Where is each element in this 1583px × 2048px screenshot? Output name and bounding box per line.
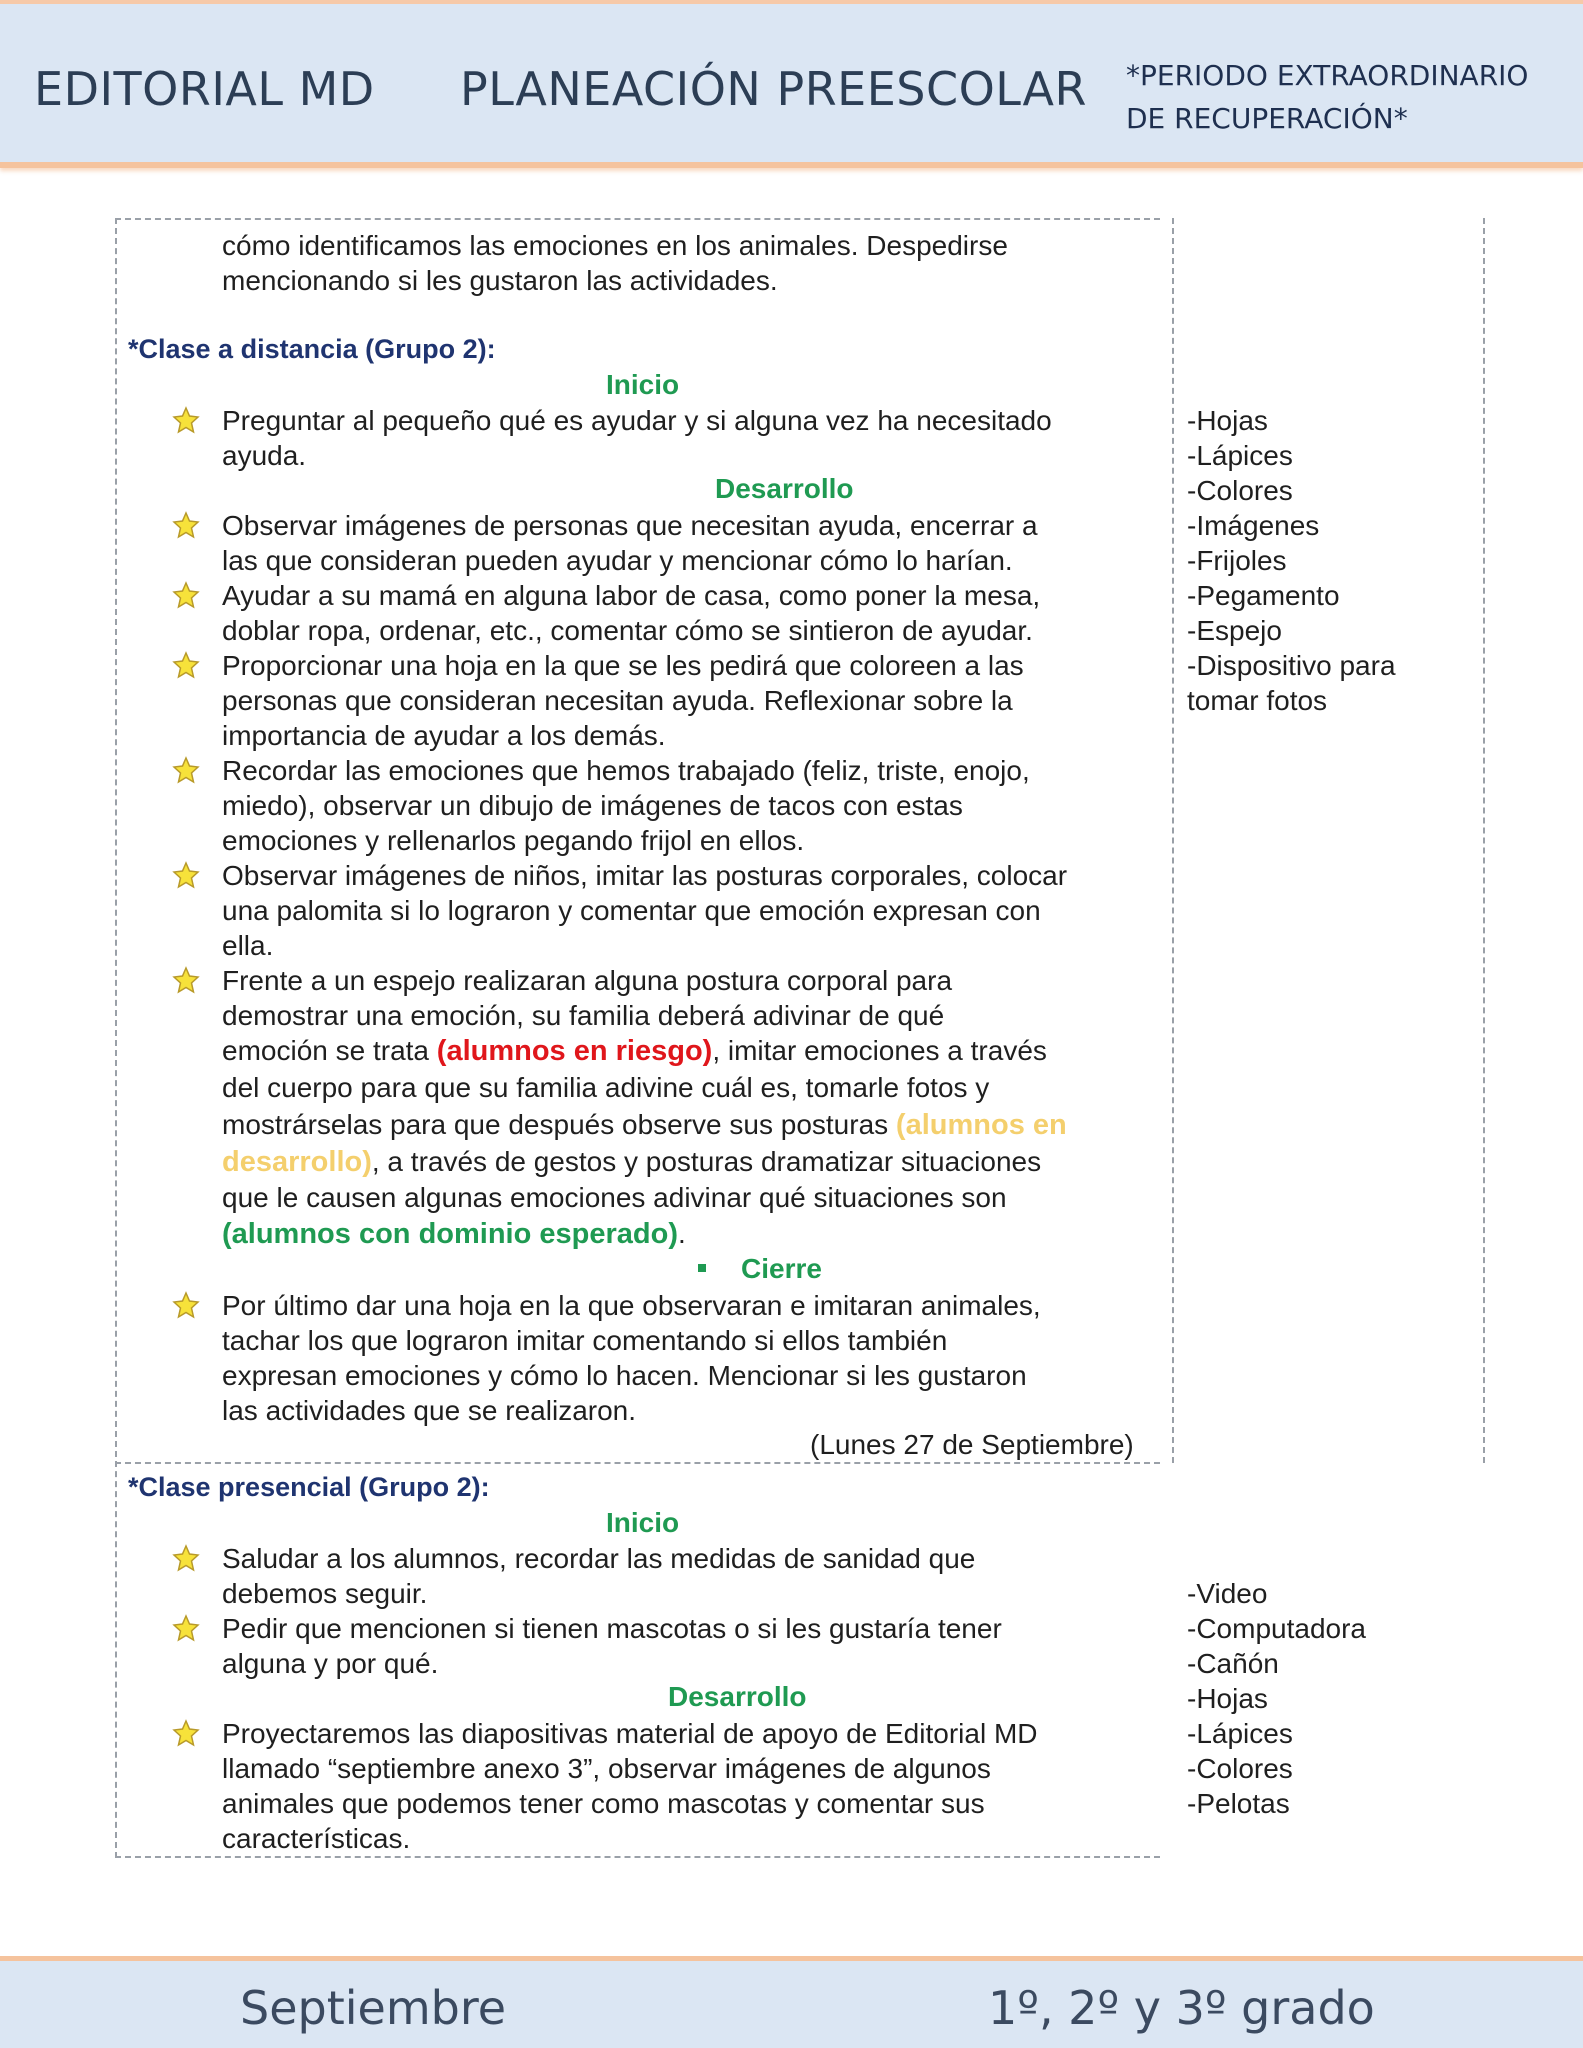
material-item: -Video	[1187, 1578, 1268, 1609]
star-bullet-icon	[172, 1544, 200, 1572]
frame-left-line	[115, 218, 117, 1858]
frame-row-divider	[115, 1462, 1160, 1464]
footer-month: Septiembre	[240, 1981, 507, 2035]
item-text: , a través de gestos y posturas dramatizar situaciones	[371, 1146, 1042, 1177]
star-bullet-icon	[172, 651, 200, 679]
star-bullet-icon	[172, 861, 200, 889]
frame-right-line	[1483, 218, 1485, 1463]
material-item: -Computadora	[1187, 1613, 1366, 1644]
list-item-line: Proporcionar una hoja en la que se les pedirá que coloreen a las	[222, 650, 1024, 681]
frame-middle-line	[1172, 218, 1174, 1463]
list-item-line: que le causen algunas emociones adivinar qué situaciones son	[222, 1182, 1007, 1213]
list-item-line: ayuda.	[222, 440, 307, 471]
list-item-line: las que consideran pueden ayudar y mencionar cómo lo harían.	[222, 545, 1013, 576]
page-header	[0, 0, 1583, 168]
frame-top-line	[115, 218, 1160, 220]
class-date: (Lunes 27 de Septiembre)	[810, 1429, 1134, 1460]
material-item: -Espejo	[1187, 615, 1282, 646]
list-item-line: del cuerpo para que su familia adivine cuál es, tomarle fotos y	[222, 1072, 990, 1103]
material-item: -Dispositivo para	[1187, 650, 1396, 681]
label-alumnos-en-desarrollo: desarrollo)	[222, 1146, 372, 1178]
frame-bottom-line	[115, 1856, 1160, 1858]
list-item-line: animales que podemos tener como mascotas y comentar sus	[222, 1788, 985, 1819]
list-item-line: Por último dar una hoja en la que observaran e imitaran animales,	[222, 1290, 1041, 1321]
material-item: -Pelotas	[1187, 1788, 1290, 1819]
list-item-line: Recordar las emociones que hemos trabajado (feliz, triste, enojo,	[222, 755, 1030, 786]
header-period-line2: DE RECUPERACIÓN*	[1126, 102, 1408, 135]
list-item-line	[222, 1216, 686, 1252]
material-item: -Colores	[1187, 475, 1293, 506]
material-item: -Colores	[1187, 1753, 1293, 1784]
material-item: -Pegamento	[1187, 580, 1340, 611]
list-item-line: Preguntar al pequeño qué es ayudar y si alguna vez ha necesitado	[222, 405, 1052, 436]
label-alumnos-en-desarrollo: (alumnos en	[895, 1109, 1067, 1141]
list-item-line	[222, 1144, 1041, 1180]
list-item-line: demostrar una emoción, su familia deberá adivinar de qué	[222, 1000, 945, 1031]
header-title: PLANEACIÓN PREESCOLAR	[460, 62, 1087, 116]
header-brand: EDITORIAL MD	[34, 62, 375, 116]
list-item-line: una palomita si lo lograron y comentar que emoción expresan con	[222, 895, 1041, 926]
list-item-line: expresan emociones y cómo lo hacen. Mencionar si les gustaron	[222, 1360, 1027, 1391]
list-item-line: llamado “septiembre anexo 3”, observar imágenes de algunos	[222, 1753, 991, 1784]
list-item-line: Observar imágenes de niños, imitar las posturas corporales, colocar	[222, 860, 1068, 891]
list-item-line: emociones y rellenarlos pegando frijol en ellos.	[222, 825, 805, 856]
list-item-line: Saludar a los alumnos, recordar las medidas de sanidad que	[222, 1543, 976, 1574]
section-heading-presencial: *Clase presencial (Grupo 2):	[128, 1472, 490, 1502]
star-bullet-icon	[172, 511, 200, 539]
list-item-line: Proyectaremos las diapositivas material de apoyo de Editorial MD	[222, 1718, 1038, 1749]
list-item-line: Pedir que mencionen si tienen mascotas o si les gustaría tener	[222, 1613, 1002, 1644]
star-bullet-icon	[172, 756, 200, 784]
star-bullet-icon	[172, 581, 200, 609]
material-item: -Hojas	[1187, 405, 1268, 436]
material-item: -Hojas	[1187, 1683, 1268, 1714]
item-text: , imitar emociones a través	[712, 1035, 1047, 1066]
list-item-line: Frente a un espejo realizaran alguna postura corporal para	[222, 965, 953, 996]
continuation-line: mencionando si les gustaron las actividades.	[222, 265, 778, 296]
star-bullet-icon	[172, 1291, 200, 1319]
list-item-line: tachar los que lograron imitar comentando si ellos también	[222, 1325, 948, 1356]
list-item-line: miedo), observar un dibujo de imágenes de tacos con estas	[222, 790, 963, 821]
list-item-line: Ayudar a su mamá en alguna labor de casa, como poner la mesa,	[222, 580, 1041, 611]
list-item-line	[222, 1107, 1067, 1143]
list-item-line: personas que consideran necesitan ayuda. Reflexionar sobre la	[222, 685, 1013, 716]
item-text: emoción se trata	[222, 1035, 437, 1066]
section-heading-distance: *Clase a distancia (Grupo 2):	[128, 334, 496, 364]
footer-grade: 1º, 2º y 3º grado	[988, 1981, 1375, 2035]
list-item-line: ella.	[222, 930, 274, 961]
list-item-line: doblar ropa, ordenar, etc., comentar cómo se sintieron de ayudar.	[222, 615, 1033, 646]
phase-label-desarrollo: Desarrollo	[715, 473, 854, 504]
label-alumnos-con-dominio: (alumnos con dominio esperado)	[222, 1218, 678, 1250]
list-item-line: las actividades que se realizaron.	[222, 1395, 637, 1426]
label-alumnos-en-riesgo: (alumnos en riesgo)	[436, 1035, 713, 1067]
star-bullet-icon	[172, 966, 200, 994]
square-bullet-icon	[698, 1264, 706, 1272]
header-period-line1: *PERIODO EXTRAORDINARIO	[1126, 59, 1529, 92]
item-text: .	[678, 1218, 686, 1249]
item-text: mostrárselas para que después observe sus posturas	[222, 1109, 896, 1140]
phase-label-cierre: Cierre	[741, 1253, 822, 1284]
material-item: -Frijoles	[1187, 545, 1287, 576]
list-item-line: características.	[222, 1823, 411, 1854]
list-item-line: Observar imágenes de personas que necesitan ayuda, encerrar a	[222, 510, 1038, 541]
star-bullet-icon	[172, 406, 200, 434]
material-item: -Imágenes	[1187, 510, 1320, 541]
material-item: tomar fotos	[1187, 685, 1328, 716]
star-bullet-icon	[172, 1614, 200, 1642]
list-item-line: debemos seguir.	[222, 1578, 428, 1609]
continuation-line: cómo identificamos las emociones en los animales. Despedirse	[222, 230, 1008, 261]
page-footer	[0, 1956, 1583, 2048]
star-bullet-icon	[172, 1719, 200, 1747]
list-item-line: importancia de ayudar a los demás.	[222, 720, 666, 751]
header-period	[1126, 54, 1528, 140]
phase-label-desarrollo: Desarrollo	[668, 1681, 807, 1712]
list-item-line: alguna y por qué.	[222, 1648, 439, 1679]
phase-label-inicio: Inicio	[606, 1507, 680, 1538]
material-item: -Cañón	[1187, 1648, 1279, 1679]
list-item-line	[222, 1033, 1047, 1069]
phase-label-inicio: Inicio	[606, 369, 680, 400]
material-item: -Lápices	[1187, 1718, 1293, 1749]
material-item: -Lápices	[1187, 440, 1293, 471]
